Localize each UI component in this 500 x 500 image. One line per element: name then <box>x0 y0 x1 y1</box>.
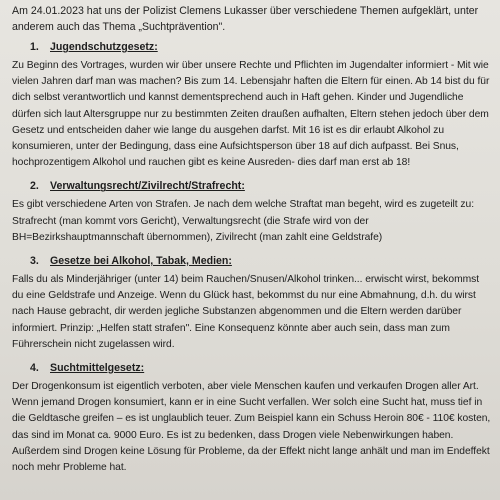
section-title: Gesetze bei Alkohol, Tabak, Medien: <box>50 255 232 268</box>
section-body: Der Drogenkonsum ist eigentlich verboten, aber viele Menschen kaufen und verkaufen Drogen aller Art. Wenn jemand Drogen konsumiert, kann er in eine Sucht verfallen. Wer solch eine Sucht hat, muss tief in die Geldtasche greifen – es ist unglaublich teuer. Zum Beispiel kann ein Schuss Heroin 80€ - 110€ kosten, das sind im Monat ca. 9000 Euro. Es ist zu bedenken, dass Drogen viele Nebenwirkungen haben. Außerdem sind Drogen keine Lösung für Probleme, da der Effekt nicht lange anhält und man im Endeffekt noch mehr Probleme hat. <box>12 381 491 474</box>
section-number: 2. <box>30 180 39 193</box>
section-heading <box>12 253 491 269</box>
section-body: Zu Beginn des Vortrages, wurden wir über unsere Rechte und Pflichten im Jugendalter informiert - Mit wie vielen Jahren darf man was machen? Bis zum 14. Lebensjahr haften die Eltern für einen. Ab 14 bist du für dich selbst verantwortlich und kannst dementsprechend auch in Haft gehen. Kinder und Jugendliche dürfen sich laut Altersgruppe nur zu bestimmten Zeiten draußen aufhalten, Eltern stehen jedoch über dem Gesetz und entscheiden daher wie lange du ausgehen darfst. Mit 16 ist es dir erlaubt Alkohol zu konsumieren, unter der Bedingung, dass eine Aufsichtsperson über 18 auf dich aufpasst. Bei Snus, hochprozentigem Alkohol und rauchen gibt es keine Ausreden- dies darf man erst ab 18! <box>12 60 490 169</box>
section-jugendschutzgesetz <box>12 39 491 171</box>
section-heading <box>12 39 491 55</box>
section-number: 3. <box>30 255 39 268</box>
section-number: 4. <box>30 362 39 375</box>
section-verwaltungsrecht <box>12 178 491 246</box>
section-heading <box>12 178 491 194</box>
section-heading <box>12 360 491 376</box>
section-gesetze-alkohol-tabak-medien <box>12 253 491 353</box>
intro-paragraph: Am 24.01.2023 hat uns der Polizist Clemens Lukasser über verschiedene Themen aufgeklärt, unter anderem auch das Thema „Suchtprävention". <box>12 5 479 33</box>
section-suchtmittelgesetz <box>12 360 491 476</box>
section-number: 1. <box>30 41 39 53</box>
section-body: Falls du als Minderjähriger (unter 14) beim Rauchen/Snusen/Alkohol trinken... erwischt wirst, bekommst du eine Geldstrafe und Anzeige. Wenn du Glück hast, bekommst du nur eine Abmahnung, d.h. du wirst nach Hause gebracht, dir werden jegliche Substanzen abgenommen und die Eltern werden darüber informiert. Prinzip: „Helfen statt strafen". Eine Konsequenz könnte aber auch sein, dass man zum Führerschein nicht zugelassen wird. <box>12 274 480 350</box>
section-body: Es gibt verschiedene Arten von Strafen. Je nach dem welche Straftat man begeht, wird es zugeteilt zu: Strafrecht (man kommt vors Gericht), Verwaltungsrecht (die Strafe wird von der BH=Bezirkshauptmannschaft übernommen), Zivilrecht (man zahlt eine Geldstrafe) <box>12 199 475 243</box>
section-title: Suchtmittelgesetz: <box>50 362 145 375</box>
section-title: Jugendschutzgesetz: <box>50 41 158 53</box>
section-title: Verwaltungsrecht/Zivilrecht/Strafrecht: <box>50 180 245 193</box>
